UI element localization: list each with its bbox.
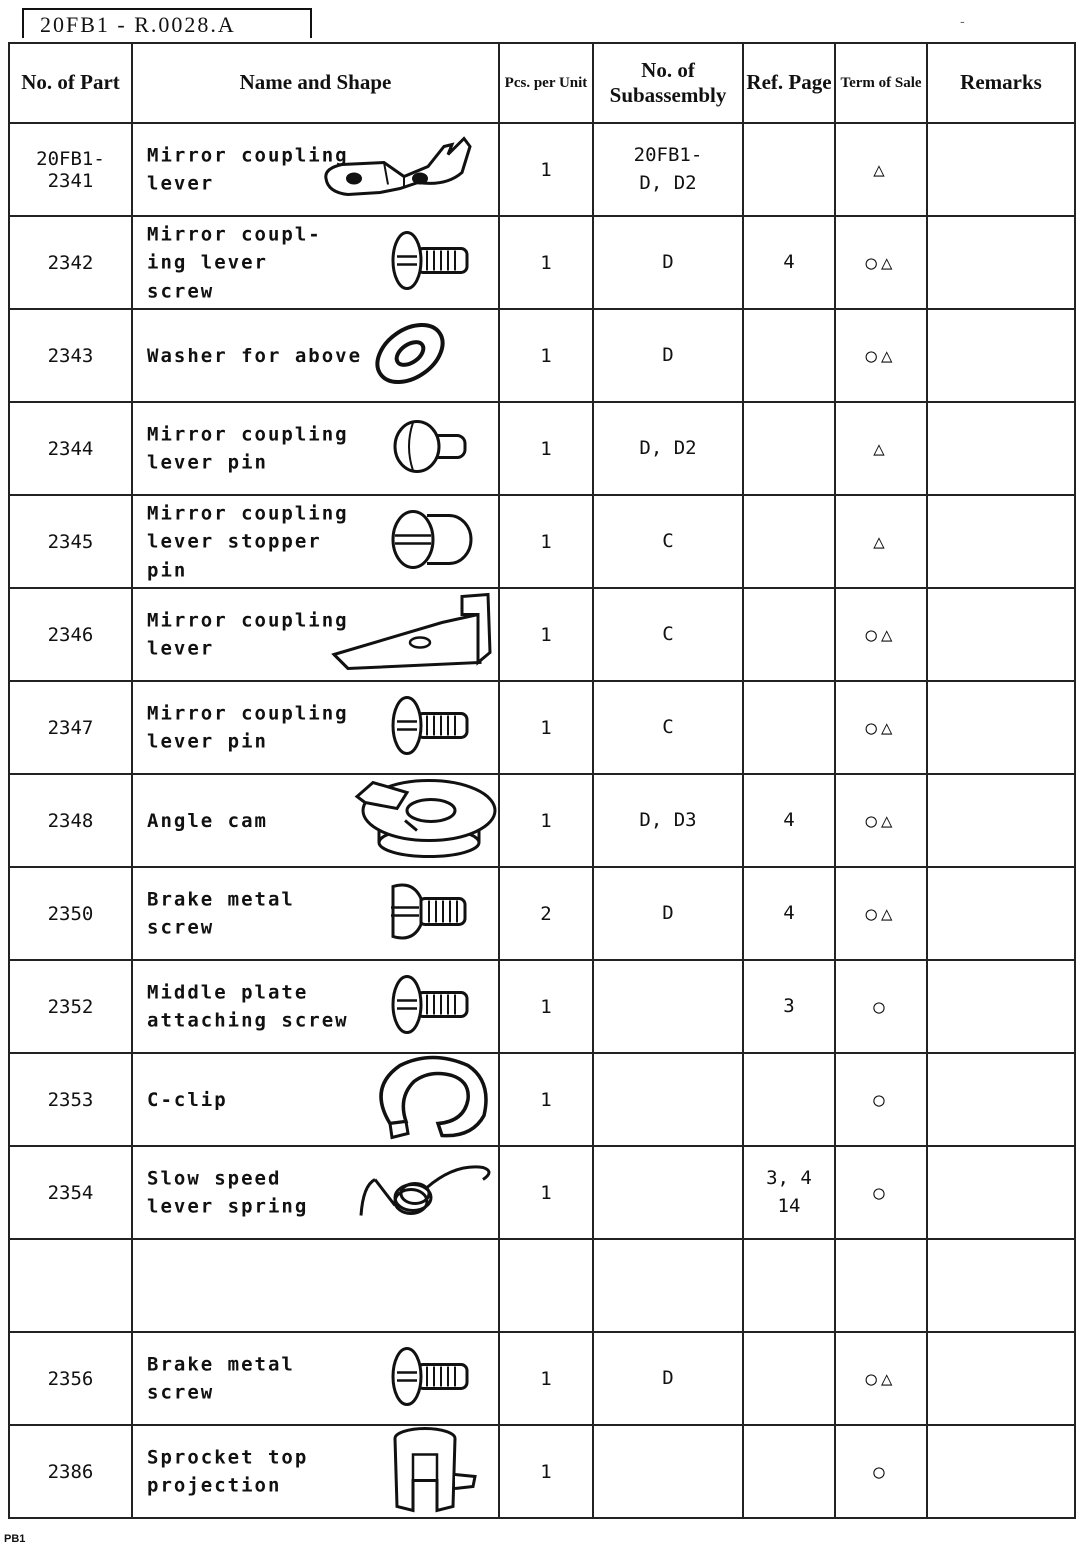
screw-icon	[383, 972, 473, 1041]
remarks-cell	[927, 309, 1075, 402]
remarks-cell	[927, 1332, 1075, 1425]
part-number-cell: 2352	[9, 960, 132, 1053]
ref-page-cell	[743, 588, 835, 681]
header-no-of-subassembly: No. of Subassembly	[593, 43, 743, 123]
document-id: 20FB1 - R.0028.A	[22, 8, 312, 38]
ref-page-cell: 3, 4 14	[743, 1146, 835, 1239]
table-row	[9, 495, 1075, 588]
scan-mark: -	[960, 14, 965, 30]
remarks-cell	[927, 495, 1075, 588]
subassembly-cell: C	[593, 681, 743, 774]
pcs-per-unit-cell: 1	[499, 123, 593, 216]
pcs-per-unit-cell: 1	[499, 309, 593, 402]
name-shape-cell	[132, 588, 499, 681]
part-number-cell: 2348	[9, 774, 132, 867]
subassembly-cell	[593, 1239, 743, 1332]
term-of-sale-cell: ○	[835, 1053, 927, 1146]
bent-lever-icon	[328, 592, 498, 677]
subassembly-cell: D, D2	[593, 402, 743, 495]
part-number-cell: 2347	[9, 681, 132, 774]
subassembly-cell: D, D3	[593, 774, 743, 867]
term-of-sale-cell: ○△	[835, 681, 927, 774]
subassembly-cell	[593, 1146, 743, 1239]
term-of-sale-cell: ○	[835, 1146, 927, 1239]
part-number-cell: 2346	[9, 588, 132, 681]
ref-page-cell	[743, 495, 835, 588]
term-of-sale-cell: ○△	[835, 588, 927, 681]
ref-page-cell: 4	[743, 774, 835, 867]
subassembly-cell	[593, 960, 743, 1053]
pcs-per-unit-cell: 1	[499, 1332, 593, 1425]
header-pcs-per-unit: Pcs. per Unit	[499, 43, 593, 123]
countersunk-screw-icon	[383, 876, 473, 951]
coupling-lever-plate-icon	[318, 132, 478, 207]
name-shape-cell	[132, 1053, 499, 1146]
part-number-cell: 2354	[9, 1146, 132, 1239]
table-row	[9, 1053, 1075, 1146]
pin-icon	[383, 416, 473, 481]
name-shape-cell	[132, 123, 499, 216]
washer-icon	[365, 321, 455, 390]
subassembly-cell: D	[593, 1332, 743, 1425]
table-row	[9, 309, 1075, 402]
remarks-cell	[927, 867, 1075, 960]
name-shape-cell	[132, 402, 499, 495]
table-row	[9, 867, 1075, 960]
ref-page-cell	[743, 1332, 835, 1425]
part-number-cell	[9, 1239, 132, 1332]
part-name: Mirror coupling lever	[147, 144, 349, 195]
part-number-cell: 2342	[9, 216, 132, 309]
remarks-cell	[927, 1425, 1075, 1518]
term-of-sale-cell	[835, 1239, 927, 1332]
part-number-cell: 2386	[9, 1425, 132, 1518]
ref-page-cell	[743, 1239, 835, 1332]
ref-page-cell	[743, 402, 835, 495]
name-shape-cell	[132, 867, 499, 960]
pcs-per-unit-cell: 2	[499, 867, 593, 960]
subassembly-cell	[593, 1425, 743, 1518]
table-row	[9, 681, 1075, 774]
name-shape-cell	[132, 1332, 499, 1425]
part-name: Mirror coupling lever pin	[147, 702, 349, 753]
table-row	[9, 1146, 1075, 1239]
name-shape-cell	[132, 1146, 499, 1239]
ref-page-cell	[743, 309, 835, 402]
pcs-per-unit-cell: 1	[499, 960, 593, 1053]
subassembly-cell	[593, 1053, 743, 1146]
pcs-per-unit-cell: 1	[499, 1146, 593, 1239]
pcs-per-unit-cell: 1	[499, 1425, 593, 1518]
table-row	[9, 216, 1075, 309]
term-of-sale-cell: ○	[835, 960, 927, 1053]
name-shape-cell	[132, 681, 499, 774]
spring-icon	[355, 1155, 495, 1230]
pcs-per-unit-cell: 1	[499, 774, 593, 867]
subassembly-cell: D	[593, 867, 743, 960]
ref-page-cell	[743, 681, 835, 774]
part-number-cell: 2350	[9, 867, 132, 960]
header-ref-page: Ref. Page	[743, 43, 835, 123]
ref-page-cell	[743, 1425, 835, 1518]
table-row	[9, 1332, 1075, 1425]
name-shape-cell	[132, 1425, 499, 1518]
remarks-cell	[927, 1053, 1075, 1146]
part-name: Mirror coupling lever pin	[147, 423, 349, 474]
part-name: Mirror coupl- ing lever screw	[147, 222, 322, 302]
part-number-cell: 2353	[9, 1053, 132, 1146]
screw-icon	[383, 228, 473, 297]
remarks-cell	[927, 402, 1075, 495]
ref-page-cell	[743, 1053, 835, 1146]
table-row	[9, 402, 1075, 495]
pcs-per-unit-cell: 1	[499, 216, 593, 309]
ref-page-cell: 4	[743, 867, 835, 960]
angle-cam-icon	[351, 772, 501, 869]
remarks-cell	[927, 681, 1075, 774]
name-shape-cell	[132, 774, 499, 867]
stopper-pin-icon	[383, 507, 473, 576]
name-shape-cell	[132, 309, 499, 402]
subassembly-cell: C	[593, 495, 743, 588]
header-term-of-sale: Term of Sale	[835, 43, 927, 123]
remarks-cell	[927, 1146, 1075, 1239]
term-of-sale-cell: △	[835, 402, 927, 495]
name-shape-cell	[132, 495, 499, 588]
parts-table	[8, 42, 1076, 1519]
c-clip-icon	[368, 1051, 498, 1148]
term-of-sale-cell: △	[835, 495, 927, 588]
pcs-per-unit-cell: 1	[499, 1053, 593, 1146]
part-name: Angle cam	[147, 809, 268, 832]
table-row	[9, 588, 1075, 681]
pcs-per-unit-cell: 1	[499, 588, 593, 681]
term-of-sale-cell: ○△	[835, 774, 927, 867]
sprocket-projection-icon	[383, 1424, 483, 1519]
header-row	[9, 43, 1075, 123]
ref-page-cell	[743, 123, 835, 216]
ref-page-cell: 4	[743, 216, 835, 309]
subassembly-cell: C	[593, 588, 743, 681]
name-shape-cell	[132, 216, 499, 309]
subassembly-cell: D	[593, 309, 743, 402]
header-remarks: Remarks	[927, 43, 1075, 123]
screw-icon	[383, 693, 473, 762]
table-row	[9, 1425, 1075, 1518]
term-of-sale-cell: ○△	[835, 1332, 927, 1425]
ref-page-cell: 3	[743, 960, 835, 1053]
part-name: Washer for above	[147, 344, 363, 367]
term-of-sale-cell: ○△	[835, 216, 927, 309]
remarks-cell	[927, 216, 1075, 309]
part-number-cell: 2345	[9, 495, 132, 588]
pcs-per-unit-cell: 1	[499, 402, 593, 495]
remarks-cell	[927, 960, 1075, 1053]
part-name: Brake metal screw	[147, 1353, 295, 1404]
remarks-cell	[927, 1239, 1075, 1332]
header-no-of-part: No. of Part	[9, 43, 132, 123]
pcs-per-unit-cell	[499, 1239, 593, 1332]
remarks-cell	[927, 123, 1075, 216]
table-row	[9, 774, 1075, 867]
part-name: Slow speed lever spring	[147, 1167, 309, 1218]
table-row	[9, 123, 1075, 216]
part-number-cell: 20FB1- 2341	[9, 123, 132, 216]
header-name-and-shape: Name and Shape	[132, 43, 499, 123]
remarks-cell	[927, 774, 1075, 867]
subassembly-cell: 20FB1- D, D2	[593, 123, 743, 216]
term-of-sale-cell: ○	[835, 1425, 927, 1518]
subassembly-cell: D	[593, 216, 743, 309]
name-shape-cell	[132, 960, 499, 1053]
part-name: Brake metal screw	[147, 888, 295, 939]
term-of-sale-cell: ○△	[835, 309, 927, 402]
term-of-sale-cell: △	[835, 123, 927, 216]
pcs-per-unit-cell: 1	[499, 495, 593, 588]
footer-id: PB1	[4, 1533, 26, 1545]
part-number-cell: 2356	[9, 1332, 132, 1425]
part-name: Middle plate attaching screw	[147, 981, 349, 1032]
part-name: Mirror coupling lever stopper pin	[147, 501, 349, 581]
name-shape-cell	[132, 1239, 499, 1332]
screw-icon	[383, 1344, 473, 1413]
pcs-per-unit-cell: 1	[499, 681, 593, 774]
part-number-cell: 2343	[9, 309, 132, 402]
table-row	[9, 1239, 1075, 1332]
part-name: C-clip	[147, 1088, 228, 1111]
part-number-cell: 2344	[9, 402, 132, 495]
table-row	[9, 960, 1075, 1053]
part-name: Mirror coupling lever	[147, 609, 349, 660]
remarks-cell	[927, 588, 1075, 681]
part-name: Sprocket top projection	[147, 1446, 309, 1497]
term-of-sale-cell: ○△	[835, 867, 927, 960]
